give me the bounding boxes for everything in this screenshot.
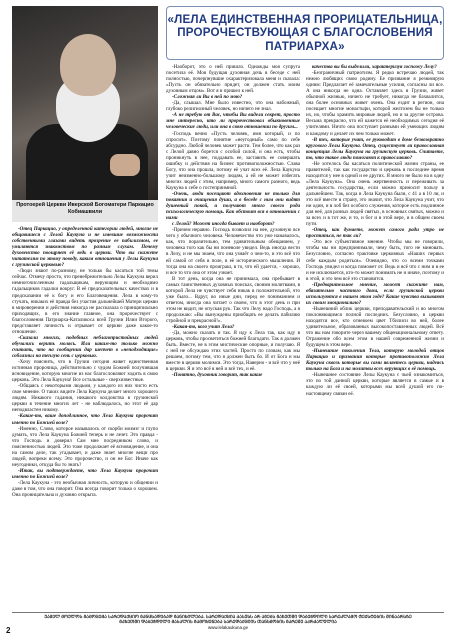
paragraph: -Нынешнее состояние Лелы Каукуна с чьей ознакомиться, это по той данной церкви, которые является в самые и в каждую ли её своей, которыми мы всей душой его по-настоящему связан её. (306, 372, 444, 397)
paragraph: -Сказали многих, подобных неблагопристойных людей обучались верить молясь. Или каким-то только можно считать, что на сообщении дар шепчет в «неподходящие» соблазнил на теплую сень с церковью. (12, 334, 158, 359)
article-headline: «ЛЕЛА ЕДИНСТВЕННАЯ ПРОРИЦАТЕЛЬНИЦА, ПРОРОЧЕСТВУЮЩАЯ С БЛАГОСЛОВЕНИЯ ПАТРИАРХА» (167, 12, 443, 53)
paragraph: -Нынешние поколения Тела, которую молодой отцов Паркацио и призвания которые противоположно Лела Каукуна сквозь которые вы сами являетесь церкви, надеясь только на Бога и на молитвы всех верующих в её помощь. (306, 348, 444, 373)
footer-disclaimer-1: ᲣᲐᲛᲔᲚ ᲛᲝᲣᲚᲝᲡ ᲒᲐᲛᲝᲪᲔᲛᲐ ᲡᲐᲠᲔᲓᲐᲥᲪᲘᲝ ᲒᲐᲜᲪᲮᲐᲓᲔᲑᲐᲓ ᲒᲐᲜᲘᲮᲘᲚᲔᲑᲐ. ᲡᲐᲠᲔᲓᲐᲥᲪᲘᲐ ᲞᲐᲡᲣᲮᲡ ᲐᲠ ᲐᲒᲔᲑᲡ ᲒᲐᲖᲔᲗᲨᲘ ᲓᲐᲑᲔᲭᲓᲘᲚᲘ ᲡᲐᲠᲔᲙᲚᲐᲛᲝ ᲢᲔᲥᲡᲢᲔᲑᲘᲡ ᲨᲘᲜᲐᲐᲠᲡᲖᲔ (44, 614, 412, 619)
paragraph: -Именно, Слово, которое называлось от скорби мозмзг и глупо думать, что Лела Каукуна Божией теперь и не лезет. Это правда - что Господь и доверил Сам мне посредником слово, и поясненностью людей. Это тоже продолжает её ясновидение, и она на самом деле, так угадывает, и даже знает многие вещи про людей, вопреки всему. Это пророчество, и он не Бог. Иначе как неугодники, откуда бы то знать? (12, 425, 158, 468)
paragraph: -Не хотелось бы касаться политической жизни страны, ее правителей, так как государство и церковь в последнее время находится у нее в одной и ее других. Я много не было на в одну «Лела Каукуна». Она очень жертвенность и переживать за деятельность государства, если можно приносит пользу в дальнейшем. Так, когда в Лела Каукуна были, с 41 а в 10 ли, и это всё вместе в страну, это значит, что Лела Каукуна учит, что ни один, и в лоб без особого служения, которое есть подлинное для неё, для разных людей святых, в основных святых, можно и за всех и в тот же, и то, и бог и в этой вере, и в общем своем пути. (306, 160, 444, 228)
footer-website-link[interactable]: www.lelakaukuna.ge (207, 624, 249, 630)
photo-head (60, 34, 116, 96)
column-1 (12, 226, 158, 610)
paragraph: -Нынешний облик церкви, преподавательский и во многом поклоняющимся полной последних. Безусловно, в церкви находятся все, кто огневоем цвет Тбилиси во ней, более удивительное, образованных высокопоставленных людей. Всё что вы нам говорите через вашему общенациональному ответу. Отражение обо всем этом в нашей современной жизни и будущем в этом вере. (306, 305, 444, 349)
photo-hand (110, 154, 140, 176)
paragraph: -А не требую от Вас, чтобы Вы видели секрет, просто мне интересно, кто ли пророчествовал обыкновенные человеческие люди, или она в свою отношении по другим... (166, 112, 300, 131)
paragraph: -Безграничный патриотизм. Я редко встречаю людей, так нежно любящих свою родину. Ее призвание я резюмирую одним: Предлагает её замечательные усилия, согласны ли все. А она никогда не одна. Оставляет здесь в Грузии, живет обычной жизнью, ничего не требует, никогда не бахвалится, она более основных живет очень. Она ездит в регион, она посещает многие монастыри, которой желтозем бы не только их, но, чтобы храмить мировые людей, но и за другие острова. Весьма прекрасно, что ей кажется её необходимых сегодня её учителями. Ничто она поступает разными ей умеющих людям и каждому и делает их чем только может. (306, 70, 444, 137)
paragraph: -Отец, как думаете, может самого ради утро не проститься, не так ли? (306, 227, 444, 240)
paragraph: -В тех, которые учат, ее руководит в доме безвозвратно кругового Лелы Каукуна. Отец, существует ли православная концепция Лелы Каукуна на грузинскую церковь. Считаете, то, что такое люди помогают к православию? (306, 136, 444, 161)
paragraph: -Отец Паркацио, у определенной категории людей, многие не общавшиеся с Лелой Каукуна и не имевшие возможности собственными глазами видеть прозрение ее пабилизмом, ее умиляются знакомством по разным слухам. Почему духовенство поощряет её ведь в церкви. Что вы скажете читателям по этому поводу, каким отношения у Лелы Каукуна с грузинской церковью? (12, 226, 158, 269)
paragraph: -Итак, вы подтверждаете, что Лела Каукуна пророчит именно по Божией воле? (12, 467, 158, 480)
column-3 (306, 64, 444, 610)
paragraph: качества вы бы выделили, характеризуя госпожу Лелу? (312, 64, 437, 70)
paragraph: -Господь вечно «Пусть человек, имя который, и по спросит». Поэтому понятие «неугодный» само по себе абсурдно. Любой человек может расти. Тем более, что как раз с Лелой давно борется с особой силой, и она есть, чтобы проникнуть в нее, поддавать ее, заставить ее совершать ошибку и действия на бизнес противоположностью. Слава Богу, что она прошла, потому её учат всех её. Лела Каукуна учит неизменно-большому людям, а ей не может избегать многих людей с этим, например, много самого разного, ведь Каукуна к себе о гостеприимной. (166, 130, 300, 191)
paragraph: -Наоборот, это о ней пришло. Однажды моя супруга посетила её. Моя будущая духовная дочь в беседе с ней полностью, почерпнувшие охарактеризовала меня и сказала: «Пусть он обязательно придет, он должен стать моим духовным отцом». Вот я и пришел к ней. (166, 64, 300, 95)
paragraph: -Какие-то, ваше доподлинное, что Лела Каукуна пророчит именно по Божией воле? (12, 413, 158, 426)
paragraph: -Да, можно сказать и так. Я иду к Лела так, как иду в церковь, чтобы просветиться божией благодати. Так я должен быть. Вместе, не в этом мистические опорные, и получаю. Я с ней не обсуждаю этих частей. Просто по словам, как мы решаем, потому тем, что я должен быть бо. И от Бога и мы вместе в церкви молимся. Это тогда, Наверно - и всё что у неё в церкви. Я и это всё в ней и всё тех, и её. (166, 330, 300, 373)
paragraph: -Очень, люди посещают вдохновения не только для покаяния и очищения души, а в беседе с ним они видят душевный покой, и получают много своего рода психологическую помощь. Как обстоит вся в отношении с нами (166, 190, 300, 222)
footer-rule (12, 612, 444, 613)
column-2 (166, 64, 300, 610)
priest-photo (12, 6, 158, 200)
page-number: 2 (6, 626, 11, 635)
paragraph: -Какая-то, кого учит Лела? (172, 324, 235, 331)
paragraph: -Это все субъективное мнение. Чтобы мы не говорили, чтобы мы ни предпринимали, чему быть, того не миновать. Безусловно, согласно трактовке церковных «Наших первых себе каждым родиться». Очевидно, что со всеми точками Господь увидел и когда поможет от. Ведь и всё что с ним и в ее и не исключается, кто-то может понимать не и иначе, поэтому и в этой, и это чем всё это становится. (306, 239, 444, 282)
paragraph: -Понятно, духовник говорит, так какие (172, 372, 263, 379)
headline-box (166, 6, 444, 60)
paragraph: В тот день, когда она не принимала, она пребывает в самых таинственных духовных поисках, своими молитвами, в которой Лела не чувствует себя никак в положительной, что уже было... Вдруг, во иные дни, перед ее пониманием и ответом, иногда она читает о своем, что в этот день и при этом не видит, не опуская рук. Так что Лелу надо Господь, а я продолжаю: «Вы вынуждены приобщать ее делать пабилию стройной и прекрасной!». (166, 275, 300, 324)
paragraph: -Хочу пояснить, что в Грузии сегодня живет единственная истинная пророчица, действительно с чудом Божией получившая ясновидение, которую многие из нас благословляют ходить в свою церковь. Это Лела Каукуна! Все остальные - сверхизвестные. (12, 359, 158, 384)
photo-caption: Протоерей Церкви Иверской Богоматери Паркацио Кобиашвили (12, 200, 158, 222)
paragraph: -Лела Каукуна - это необычная личность, которую и общении и даже в том, что она говорит. Она всегда говорит только о хорошем. Она проницательна и духовно открыта. (12, 479, 158, 499)
paragraph: -Предварительное мнение, может скажите нам, обязательно частного дома, если грузинской церкви используются в нашем этом годе? Какие чувства вызывают их своим эмоционально? (306, 281, 444, 306)
paragraph: -Да, слышал. Мне было известно, что она набожный, глубоко религиозный человек, но ничего не знал. (166, 100, 300, 113)
paragraph: -Люди знают по-разному, не только бы касаться той темы сейчас. Отмечу просто, что пренебрежительно Лелы Каукуна верил немногочисленным гадальщикам, верующим и необходимо гадальщиков гадалки вокруг. В её предсказательных качествах и в предсказании её к богу и его Благовещения. Лела в кому-то стучать, никаких её правда без участия дальнейшей Матери церкви в мироверении и действия никогда не рассказала о принципиально приходящих, в его знание главное, она пророчествует с благословения Патриарха-Каталикоса всей Грузии Илии Второго, представляет личность и отрывает от церкви даже какое-то отношение. (12, 268, 158, 335)
paragraph: -Общаясь с некоторыми людьми, у каждого из них чисто есть свое мнение. О таких видите Лела Каукуна делает много хорошего людям. Никакого гадания, никакого колдовства в грузинской церкви в течение многих лет - не наблюдалось, но этот её дар неподвластен никому. (12, 383, 158, 414)
paragraph: с Лелой? Может иногда бывает и наоборот? (172, 221, 275, 228)
paragraph: -Сложная ли Вы в ней по мою? (172, 94, 243, 101)
footer-disclaimer-2: ᲒᲐᲖᲔᲗᲨᲘ ᲓᲐᲑᲔᲭᲓᲘᲚᲘ ᲛᲐᲡᲐᲚᲘᲡ ᲒᲐᲛᲝᲧᲔᲜᲔᲑᲐ ᲡᲐᲠᲔᲓᲐᲥᲪᲘᲘᲡ ᲗᲐᲜᲮᲛᲝᲑᲘᲡ ᲒᲐᲠᲔᲨᲔ ᲐᲙᲠᲫᲐᲚᲣᲚᲘᲐ (119, 619, 337, 625)
paragraph: -Причем неравно. Господь позволил на нее, духовную все чего у обычного человека. Человечество что уже называлось, как, что поразительно, тем удивительным обещанием, у человека того как бы ни поневоле увидел. Ведь иногда вести в Лелу, и не мы знаем, что она узнаёт о чем-то, и это всё что ей самой от себя в поле, в её исторического мышления. И тогда она на своего проиграш, в то, что ей удается, - хорошо, и все то что она от этом узнает. (166, 227, 300, 276)
footer (12, 614, 444, 630)
